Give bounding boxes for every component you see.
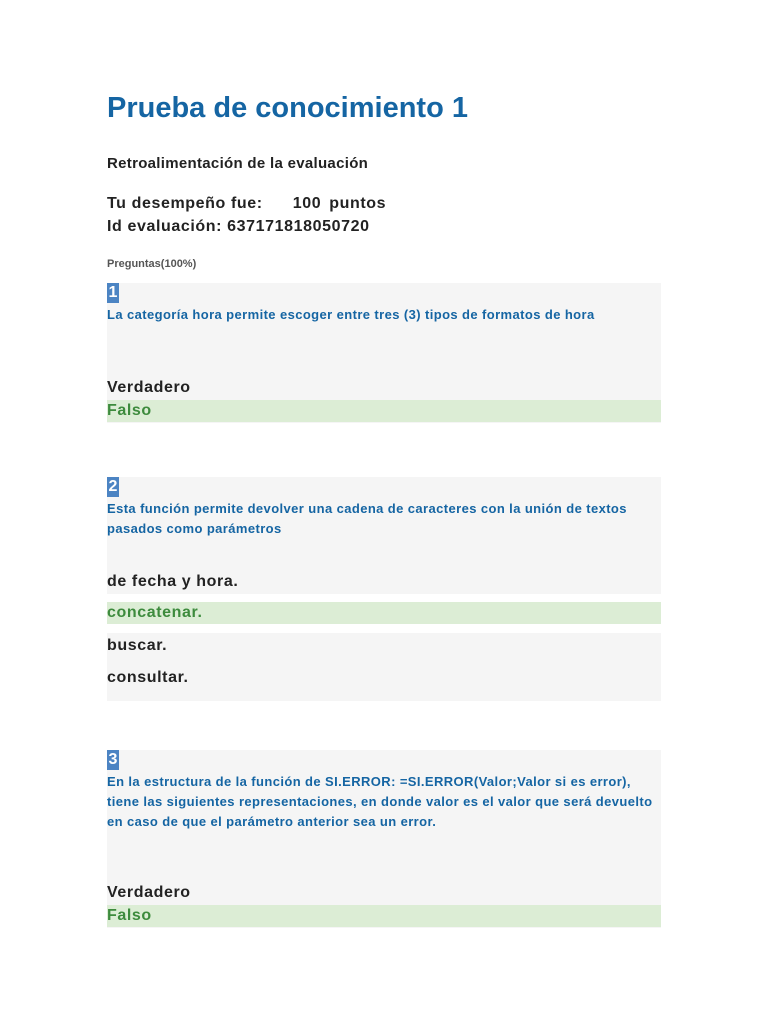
question-number-badge: 2 (108, 478, 118, 495)
question-number-badge: 1 (108, 284, 118, 301)
answer-option: de fecha y hora. (107, 573, 239, 590)
performance-value: 100 (292, 195, 322, 212)
feedback-subtitle: Retroalimentación de la evaluación (107, 155, 369, 172)
performance-line (107, 195, 386, 213)
answer-option: Verdadero (107, 379, 191, 396)
evaluation-id-label: Id evaluación: (107, 218, 223, 235)
answer-option-correct: Falso (107, 905, 661, 927)
question-block-2-options (107, 633, 661, 701)
answer-option: buscar. (107, 637, 168, 654)
performance-label: Tu desempeño fue: (107, 195, 263, 212)
performance-unit: puntos (329, 195, 387, 212)
page-title: Prueba de conocimiento 1 (107, 92, 468, 124)
question-number-badge: 3 (108, 751, 118, 768)
answer-option: consultar. (107, 669, 189, 686)
answer-option: Verdadero (107, 884, 191, 901)
questions-header: Preguntas(100%) (107, 258, 197, 270)
answer-option-correct: Falso (107, 400, 661, 422)
question-block-2 (107, 477, 661, 594)
question-text: Esta función permite devolver una cadena de caracteres con la unión de textos pasados como parámetros (107, 501, 627, 536)
answer-option-correct: concatenar. (107, 602, 661, 624)
evaluation-id-value: 637171818050720 (227, 218, 370, 235)
question-block-3 (107, 750, 661, 928)
question-block-1 (107, 283, 661, 423)
question-text: La categoría hora permite escoger entre tres (3) tipos de formatos de hora (107, 307, 595, 322)
evaluation-id-line (107, 218, 370, 236)
question-text: En la estructura de la función de SI.ERROR: =SI.ERROR(Valor;Valor si es error), tiene las siguientes representaciones, en donde valor es el valor que será devuelto en caso de que el parámetro anterior sea un error. (107, 774, 653, 829)
